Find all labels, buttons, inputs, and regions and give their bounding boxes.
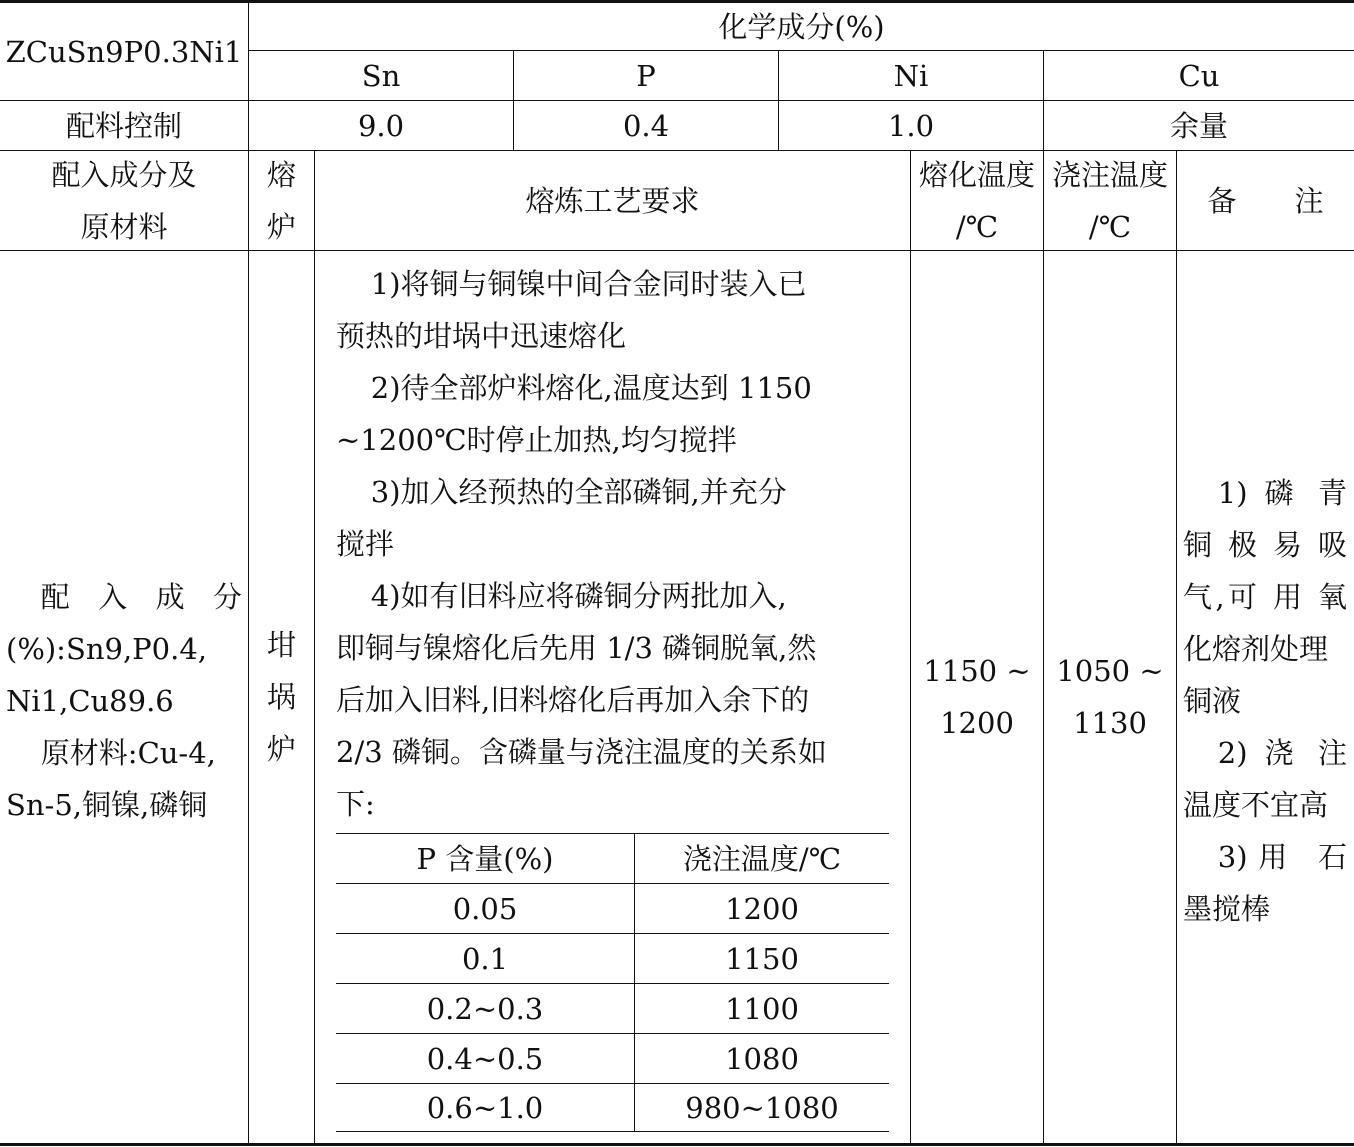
header-line: 熔化温度	[918, 157, 1035, 192]
composition-header: 化学成分(%)	[718, 9, 885, 44]
sub-cell: 0.4~0.5	[426, 1041, 544, 1076]
text-line: 气,可 用 氧	[1183, 580, 1347, 614]
pour-temp-header	[1044, 151, 1176, 250]
header-line: 配入成分及	[51, 157, 197, 192]
text-line: 原材料:Cu-4,	[40, 736, 216, 770]
header-line: 熔	[266, 157, 296, 192]
text-line: 温度不宜高	[1183, 788, 1329, 822]
text-line: 铜液	[1183, 684, 1242, 718]
header-line: /℃	[955, 209, 999, 244]
sub-cell: 0.6~1.0	[426, 1090, 544, 1125]
sub-cell: 1150	[725, 941, 799, 976]
process-text	[336, 258, 888, 830]
sub-cell: 0.05	[452, 891, 518, 926]
melt-temp-cell	[911, 251, 1043, 1143]
header-line: 原材料	[80, 209, 168, 244]
text-line: 即铜与镍熔化后先用 1/3 磷铜脱氧,然	[336, 631, 817, 665]
control-label: 配料控制	[65, 108, 182, 143]
header-line: /℃	[1088, 209, 1132, 244]
sub-header-p: P 含量(%)	[416, 841, 554, 876]
text-line: 2)待全部炉料熔化,温度达到 1150	[370, 371, 812, 405]
element-sn: Sn	[361, 58, 401, 93]
text-line: 1050 ~	[1056, 654, 1164, 688]
melt-temp-header	[911, 151, 1043, 250]
text-line: 铜 极 易 吸	[1183, 528, 1347, 562]
sub-cell: 1200	[725, 891, 799, 926]
text-line: (%):Sn9,P0.4,	[6, 632, 208, 666]
sub-cell: 1100	[725, 991, 799, 1026]
control-ni: 1.0	[887, 108, 935, 143]
rule	[1176, 150, 1177, 1146]
text-line: 下:	[336, 787, 375, 821]
control-p: 0.4	[622, 108, 670, 143]
ingredients-header	[0, 151, 248, 250]
text-line: 埚	[266, 680, 296, 714]
text-line: Ni1,Cu89.6	[6, 684, 174, 718]
sub-cell: 0.2~0.3	[426, 991, 544, 1026]
ingredients-text	[6, 571, 242, 831]
text-line: 1150 ~	[923, 654, 1031, 688]
process-header: 熔炼工艺要求	[525, 183, 700, 218]
alloy-name: ZCuSn9P0.3Ni1	[5, 34, 243, 69]
furnace-cell	[249, 251, 314, 1143]
text-line: 1) 磷 青	[1217, 476, 1347, 510]
remarks-header: 备 注	[1207, 183, 1324, 218]
text-line: 搅拌	[336, 527, 395, 561]
text-line: 1)将铜与铜镍中间合金同时装入已	[370, 267, 807, 301]
text-line: 2) 浇 注	[1217, 736, 1347, 770]
text-line: 墨搅棒	[1183, 892, 1271, 926]
control-cu: 余量	[1169, 108, 1228, 143]
text-line: 预热的坩埚中迅速熔化	[336, 319, 627, 353]
text-line: 后加入旧料,旧料熔化后再加入余下的	[336, 683, 810, 717]
bottom-rule	[0, 1143, 1354, 1146]
control-sn: 9.0	[357, 108, 405, 143]
text-line: 化熔剂处理	[1183, 632, 1329, 666]
header-line: 炉	[266, 209, 296, 244]
sub-cell: 1080	[725, 1041, 799, 1076]
text-line: ~1200℃时停止加热,均匀搅拌	[336, 423, 737, 457]
element-cu: Cu	[1178, 58, 1220, 93]
sub-cell: 980~1080	[685, 1090, 839, 1125]
element-p: P	[636, 58, 656, 93]
text-line: 4)如有旧料应将磷铜分两批加入,	[370, 579, 787, 613]
element-ni: Ni	[893, 58, 929, 93]
text-line: 1200	[940, 706, 1014, 740]
text-line: 1130	[1073, 706, 1147, 740]
sub-cell: 0.1	[461, 941, 509, 976]
text-line: 2/3 磷铜。含磷量与浇注温度的关系如	[336, 735, 827, 769]
sub-header-temp: 浇注温度/℃	[682, 841, 842, 876]
text-line: Sn-5,铜镍,磷铜	[6, 788, 208, 822]
text-line: 配 入 成 分	[40, 580, 242, 614]
rule	[314, 150, 315, 1146]
header-line: 浇注温度	[1051, 157, 1168, 192]
text-line: 3)用 石	[1217, 840, 1347, 874]
text-line: 炉	[266, 732, 296, 766]
pour-temp-cell	[1044, 251, 1176, 1143]
text-line: 坩	[266, 628, 296, 662]
text-line: 3)加入经预热的全部磷铜,并充分	[370, 475, 787, 509]
furnace-header	[249, 151, 314, 250]
remarks-text	[1183, 467, 1347, 935]
